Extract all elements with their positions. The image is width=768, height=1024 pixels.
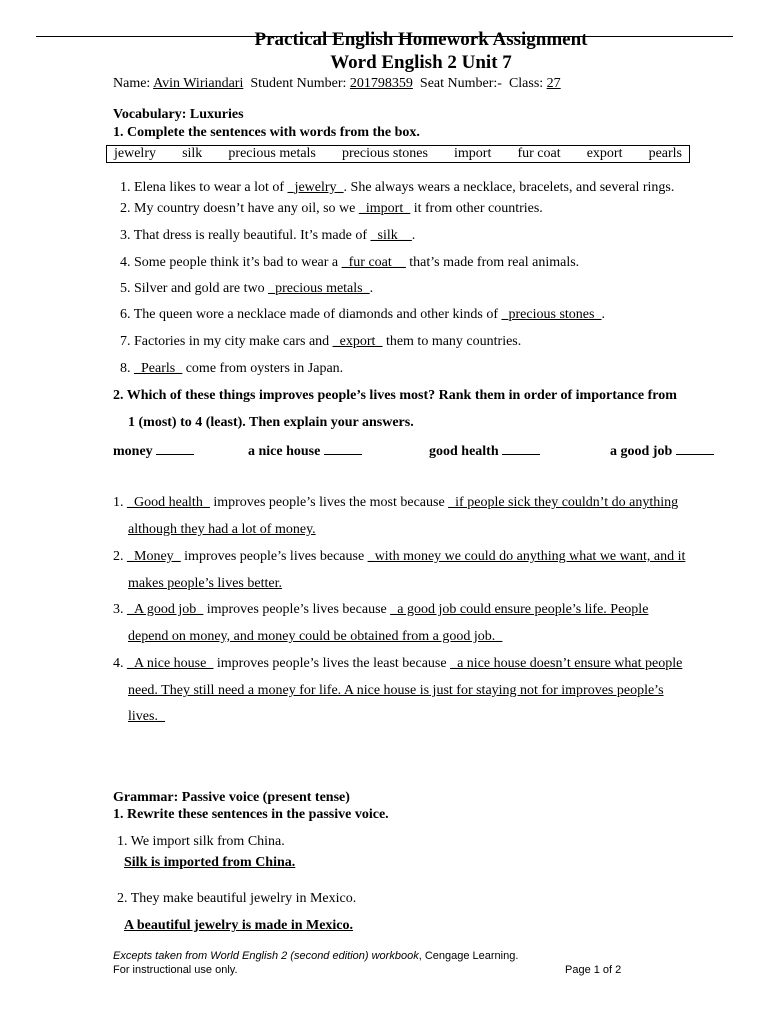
sentence-text: come from oysters in Japan. bbox=[182, 361, 344, 376]
word-box bbox=[106, 145, 690, 163]
word-box-item: precious stones bbox=[341, 146, 428, 161]
grammar-prompt-1: 1. We import silk from China. bbox=[117, 834, 285, 849]
rank-item-health bbox=[429, 442, 540, 460]
grammar-answer-1: Silk is imported from China. bbox=[124, 855, 296, 870]
answer-number: 2. bbox=[113, 549, 124, 564]
answer-item: _A nice house_ bbox=[127, 656, 214, 671]
rank-item-job bbox=[610, 442, 714, 460]
page-subtitle: Word English 2 Unit 7 bbox=[330, 52, 512, 73]
sentence-text: that’s made from real animals. bbox=[405, 255, 580, 270]
rank-item-label: a nice house bbox=[248, 444, 321, 459]
word-box-item: precious metals bbox=[228, 146, 316, 161]
sentence-text: . bbox=[411, 228, 416, 243]
answer-reason: _with money we could do anything what we want, and it bbox=[367, 549, 686, 564]
rank-answer-4 bbox=[113, 656, 682, 672]
ranking-question-cont: 1 (most) to 4 (least). Then explain your answers. bbox=[128, 415, 414, 430]
rank-item-label: good health bbox=[429, 444, 499, 459]
rank-answer-4-cont2: lives._ bbox=[128, 709, 165, 724]
sentence-6 bbox=[120, 307, 605, 323]
rank-answer-4-cont: need. They still need a money for life. A nice house is just for staying not for improves people’s bbox=[128, 683, 664, 698]
answer-reason: _a good job could ensure people’s life. People bbox=[390, 602, 649, 617]
sentence-5 bbox=[120, 281, 373, 297]
rank-item-house bbox=[248, 442, 362, 460]
student-info-line bbox=[113, 76, 561, 92]
rank-answer-3-cont: depend on money, and money could be obtained from a good job._ bbox=[128, 629, 503, 644]
sentence-1 bbox=[120, 180, 674, 196]
rank-answer-1 bbox=[113, 495, 678, 511]
sentence-text: Some people think it’s bad to wear a bbox=[134, 255, 342, 270]
seat-number-label: Seat Number:- bbox=[419, 76, 502, 91]
sentence-number: 2. bbox=[120, 201, 131, 216]
sentence-text: . bbox=[369, 281, 374, 296]
grammar-answer-2: A beautiful jewelry is made in Mexico. bbox=[124, 918, 354, 933]
grammar-heading: Grammar: Passive voice (present tense) bbox=[113, 790, 350, 805]
rank-item-label: a good job bbox=[610, 444, 673, 459]
name-value: Avin Wiriandari bbox=[153, 76, 244, 91]
page-number: Page 1 of 2 bbox=[565, 964, 622, 976]
class-value: 27 bbox=[546, 76, 561, 91]
word-box-item: silk bbox=[182, 146, 203, 161]
ranking-question: 2. Which of these things improves people’s lives most? Rank them in order of importance from bbox=[113, 388, 677, 403]
word-box-item: fur coat bbox=[517, 146, 561, 161]
student-number-value: 201798359 bbox=[349, 76, 413, 91]
rank-blank bbox=[676, 442, 714, 455]
sentence-2 bbox=[120, 201, 543, 217]
sentence-answer: _precious metals_ bbox=[268, 281, 370, 296]
word-box-item: export bbox=[586, 146, 623, 161]
sentence-answer: _jewelry_ bbox=[287, 180, 344, 195]
answer-text: improves people’s lives because bbox=[180, 549, 368, 564]
sentence-answer: _import_ bbox=[358, 201, 411, 216]
answer-number: 4. bbox=[113, 656, 124, 671]
footer-source bbox=[113, 950, 518, 962]
rank-blank bbox=[324, 442, 362, 455]
sentence-number: 1. bbox=[120, 180, 131, 195]
word-box-item: pearls bbox=[648, 146, 682, 161]
sentence-text: Silver and gold are two bbox=[134, 281, 269, 296]
footer-source-title: Excepts taken from World English 2 (second edition) workbook bbox=[113, 950, 419, 962]
grammar-instruction: 1. Rewrite these sentences in the passive voice. bbox=[113, 807, 389, 822]
footer-note: For instructional use only. bbox=[113, 964, 238, 976]
rank-answer-2-cont: makes people’s lives better. bbox=[128, 576, 282, 591]
answer-item: _Good health_ bbox=[127, 495, 210, 510]
sentence-text: it from other countries. bbox=[410, 201, 543, 216]
rank-answer-1-cont: although they had a lot of money. bbox=[128, 522, 316, 537]
answer-item: _Money_ bbox=[127, 549, 181, 564]
sentence-text: . She always wears a necklace, bracelets, and several rings. bbox=[343, 180, 675, 195]
student-number-label: Student Number: bbox=[250, 76, 347, 91]
sentence-text: The queen wore a necklace made of diamonds and other kinds of bbox=[133, 307, 502, 322]
sentence-4 bbox=[120, 255, 579, 271]
sentence-answer: _export_ bbox=[332, 334, 383, 349]
sentence-number: 4. bbox=[120, 255, 131, 270]
rank-item-money bbox=[113, 442, 194, 460]
sentence-number: 5. bbox=[120, 281, 131, 296]
vocabulary-heading: Vocabulary: Luxuries bbox=[113, 107, 244, 122]
word-box-item: import bbox=[454, 146, 492, 161]
footer-source-publisher: , Cengage Learning. bbox=[418, 950, 519, 962]
sentence-answer: _precious stones_ bbox=[501, 307, 602, 322]
answer-reason: _if people sick they couldn’t do anything bbox=[448, 495, 679, 510]
sentence-answer: _Pearls_ bbox=[134, 361, 183, 376]
sentence-text: Elena likes to wear a lot of bbox=[134, 180, 288, 195]
grammar-prompt-2: 2. They make beautiful jewelry in Mexico. bbox=[117, 891, 357, 906]
sentence-text: them to many countries. bbox=[382, 334, 522, 349]
sentence-7 bbox=[120, 334, 521, 350]
sentence-text: . bbox=[601, 307, 605, 322]
rank-blank bbox=[502, 442, 540, 455]
sentence-number: 8. bbox=[120, 361, 131, 376]
name-label: Name: bbox=[113, 76, 151, 91]
sentence-number: 7. bbox=[120, 334, 131, 349]
rank-item-label: money bbox=[113, 444, 153, 459]
sentence-3 bbox=[120, 228, 415, 244]
word-box-item: jewelry bbox=[114, 146, 156, 161]
answer-reason: _a nice house doesn’t ensure what people bbox=[450, 656, 683, 671]
answer-item: _A good job_ bbox=[127, 602, 204, 617]
vocabulary-instruction: 1. Complete the sentences with words from the box. bbox=[113, 125, 420, 140]
sentence-text: My country doesn’t have any oil, so we bbox=[134, 201, 359, 216]
sentence-answer: _silk__ bbox=[370, 228, 412, 243]
rank-answer-2 bbox=[113, 549, 685, 565]
sentence-number: 6. bbox=[120, 307, 131, 322]
answer-text: improves people’s lives the most because bbox=[209, 495, 449, 510]
sentence-text: Factories in my city make cars and bbox=[134, 334, 333, 349]
class-label: Class: bbox=[508, 76, 544, 91]
answer-text: improves people’s lives because bbox=[203, 602, 391, 617]
answer-number: 1. bbox=[113, 495, 124, 510]
rank-answer-3 bbox=[113, 602, 648, 618]
sentence-text: That dress is really beautiful. It’s made of bbox=[133, 228, 371, 243]
sentence-number: 3. bbox=[120, 228, 131, 243]
answer-number: 3. bbox=[113, 602, 124, 617]
sentence-answer: _fur coat__ bbox=[341, 255, 406, 270]
sentence-8 bbox=[120, 361, 343, 377]
answer-text: improves people’s lives the least because bbox=[213, 656, 451, 671]
rank-blank bbox=[156, 442, 194, 455]
page-title: Practical English Homework Assignment bbox=[254, 29, 588, 50]
